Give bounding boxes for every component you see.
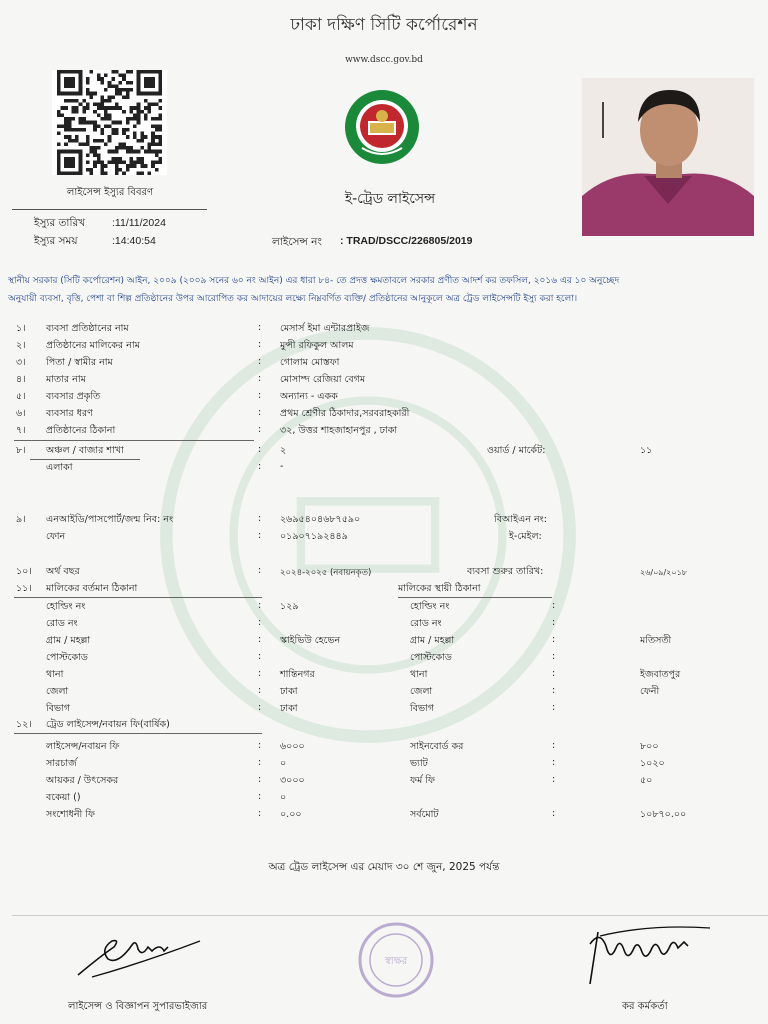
website: www.dscc.gov.bd: [345, 55, 423, 65]
row-label: সংশোধনী ফি: [46, 809, 95, 820]
colon: :: [258, 791, 262, 802]
colon: :: [258, 617, 262, 628]
row-label-2: থানা: [410, 669, 428, 680]
colon: :: [258, 808, 262, 819]
row-label: লাইসেন্স/নবায়ন ফি: [46, 741, 120, 752]
ward-label: ওয়ার্ড / মার্কেট:: [487, 445, 546, 456]
row-label-2: রোড নং: [410, 618, 442, 629]
left-signature: [72, 925, 212, 985]
row-label: জেলা: [46, 686, 69, 697]
row-value: ঢাকা: [280, 686, 298, 697]
row-label-2: পোস্টকোড: [410, 652, 452, 663]
colon: :: [258, 356, 262, 367]
business-nature-label: ব্যবসার প্রকৃতি: [46, 391, 101, 402]
row-label-2: গ্রাম / মহল্লা: [410, 635, 455, 646]
business-type-value: প্রথম শ্রেণীর ঠিকাদার,সরবরাহকারী: [280, 408, 410, 419]
row-value: ০.০০: [280, 809, 302, 820]
issue-caption: লাইসেন্স ইস্যুর বিবরণ: [66, 187, 154, 198]
row-value-2: ৮০০: [640, 741, 659, 752]
field-num: ১।: [16, 323, 26, 334]
colon: :: [258, 424, 262, 435]
divider: [12, 915, 768, 916]
intro-line-2: অনুযায়ী ব্যবসা, বৃত্তি, পেশা বা শিল্প প্রতিষ্ঠানের উপর আরোপিত কর আদায়ের লক্ষ্যে নিম্নবর্ণিত ব্যক্তি/ প্রতিষ্ঠানের আনুকূলে অত্র ট্রেড লাইসেন্সটি ইস্যু করা হলো।: [8, 294, 578, 304]
row-value-2: ইজবাতপুর: [640, 669, 681, 680]
fiscal-year-value: ২০২৪-২০২৫ (নবায়নকৃত): [280, 568, 372, 578]
issue-date-value: :11/11/2024: [112, 217, 166, 229]
colon: :: [258, 407, 262, 418]
colon: :: [258, 390, 262, 401]
owner-photo: [582, 78, 754, 236]
fiscal-year-label: অর্থ বছর: [46, 566, 80, 577]
colon: :: [258, 530, 262, 541]
row-value: ০: [280, 758, 287, 769]
divider: [14, 733, 262, 734]
business-start-label: ব্যবসা শুরুর তারিখ:: [467, 566, 544, 577]
qr-code: [52, 70, 167, 175]
zone-label: অঞ্চল / বাজার শাখা: [46, 445, 124, 456]
colon: :: [258, 702, 262, 713]
field-num: ৫।: [16, 391, 26, 402]
row-label: পোস্টকোড: [46, 652, 88, 663]
colon: :: [258, 600, 262, 611]
row-value: ১২৯: [280, 601, 299, 612]
colon: :: [552, 634, 556, 645]
row-label: সারচার্জ: [46, 758, 77, 769]
colon: :: [552, 668, 556, 679]
field-num: ১০।: [16, 566, 32, 577]
row-label-2: সাইনবোর্ড কর: [410, 741, 464, 752]
field-num: ৪।: [16, 374, 26, 385]
license-no-label: লাইসেন্স নং: [272, 236, 322, 248]
colon: :: [552, 651, 556, 662]
area-label: এলাকা: [46, 462, 73, 473]
issue-time-value: :14:40:54: [112, 235, 156, 247]
field-num: ২।: [16, 340, 26, 351]
colon: :: [552, 740, 556, 751]
license-no-value: : TRAD/DSCC/226805/2019: [340, 235, 473, 247]
colon: :: [258, 373, 262, 384]
owner-name-value: মুন্সী রফিকুল আলম: [280, 340, 354, 351]
business-name-value: মেসার্স ইমা এন্টারপ্রাইজ: [280, 323, 370, 334]
row-value-2: মতিসতী: [640, 635, 672, 646]
field-num: ৭।: [16, 425, 26, 436]
ward-value: ১১: [640, 445, 653, 456]
email-label: ই-মেইল:: [509, 531, 542, 542]
colon: :: [258, 565, 262, 576]
business-address-value: ৩২, উত্তর শাহজাহানপুর , ঢাকা: [280, 425, 398, 436]
field-num: ৬।: [16, 408, 26, 419]
fee-header: ট্রেড লাইসেন্স/নবায়ন ফি(বার্ষিক): [46, 719, 170, 730]
divider: [398, 597, 552, 598]
row-label: বকেয়া (): [46, 792, 81, 803]
phone-label: ফোন: [46, 531, 66, 542]
field-num: ১১।: [16, 583, 32, 594]
field-num: ৯।: [16, 514, 26, 525]
row-label-2: হোল্ডিং নং: [410, 601, 450, 612]
father-name-label: পিতা / স্বামীর নাম: [46, 357, 113, 368]
row-label: আয়কর / উৎসেকর: [46, 775, 119, 786]
mother-name-label: মাতার নাম: [46, 374, 86, 385]
issue-date-label: ইস্যুর তারিখ: [34, 217, 86, 229]
colon: :: [258, 322, 262, 333]
row-value: শান্তিনগর: [280, 669, 315, 680]
zone-value: ২: [280, 445, 287, 456]
row-label: বিভাগ: [46, 703, 71, 714]
present-address-header: মালিকের বর্তমান ঠিকানা: [46, 583, 138, 594]
area-value: -: [280, 461, 284, 472]
business-start-value: ২৬/০৯/২০১৮: [640, 568, 687, 577]
left-signatory-label: লাইসেন্স ও বিজ্ঞাপন সুপারভাইজার: [68, 1001, 208, 1012]
mother-name-value: মোসাম্দ রেজিয়া বেগম: [280, 374, 366, 385]
colon: :: [258, 685, 262, 696]
colon: :: [258, 444, 262, 455]
business-address-label: প্রতিষ্ঠানের ঠিকানা: [46, 425, 116, 436]
row-label: রোড নং: [46, 618, 78, 629]
row-value-2: ফেনী: [640, 686, 660, 697]
colon: :: [552, 617, 556, 628]
row-label-2: জেলা: [410, 686, 433, 697]
business-name-label: ব্যবসা প্রতিষ্ঠানের নাম: [46, 323, 129, 334]
nid-value: ২৬৯৫৪০৪৬৮৭৫৯০: [280, 514, 361, 525]
row-label-2: ভ্যাট: [410, 758, 428, 769]
field-num: ১২।: [16, 719, 32, 730]
field-num: ৮।: [16, 445, 26, 456]
bin-label: বিআইএন নং:: [494, 514, 547, 525]
office-seal-icon: [356, 920, 436, 1000]
row-value-2: ৫০: [640, 775, 653, 786]
intro-line-1: স্থানীয় সরকার (সিটি কর্পোরেশন) আইন, ২০০৯ (২০০৯ সনের ৬০ নং আইন) এর ধারা ৮৪- তে প্রদত্ত ক্ষমতাবলে সরকার প্রণীত আদর্শ কর তফসিল, ২০১৬ এর ১০ অনুচ্ছেদ: [8, 276, 620, 286]
business-nature-value: অন্যান্য - একক: [280, 391, 338, 402]
row-label-2: সর্বমোট: [410, 809, 439, 820]
intro-paragraph: [8, 272, 766, 308]
document-title: ই-ট্রেড লাইসেন্স: [344, 191, 436, 207]
expiry-note: অত্র ট্রেড লাইসেন্স এর মেয়াদ ৩০ শে জুন, 2025 পর্যন্ত: [268, 861, 500, 873]
field-num: ৩।: [16, 357, 26, 368]
colon: :: [258, 668, 262, 679]
colon: :: [258, 513, 262, 524]
colon: :: [258, 774, 262, 785]
org-name: ঢাকা দক্ষিণ সিটি কর্পোরেশন: [290, 15, 478, 35]
owner-name-label: প্রতিষ্ঠানের মালিকের নাম: [46, 340, 140, 351]
right-signature: [580, 918, 720, 988]
nid-label: এনআইডি/পাসপোর্ট/জন্ম নিব: নং: [46, 514, 174, 525]
colon: :: [552, 685, 556, 696]
row-value: ৬০০০: [280, 741, 305, 752]
row-label-2: বিভাগ: [410, 703, 435, 714]
row-value: ০: [280, 792, 287, 803]
colon: :: [552, 808, 556, 819]
colon: :: [258, 461, 262, 472]
row-value: ঢাকা: [280, 703, 298, 714]
divider: [14, 440, 254, 441]
row-label: হোল্ডিং নং: [46, 601, 86, 612]
father-name-value: গোলাম মোস্তফা: [280, 357, 340, 368]
colon: :: [552, 774, 556, 785]
seal-text: স্বাক্ষর: [384, 956, 408, 967]
colon: :: [258, 651, 262, 662]
right-signatory-label: কর কর্মকর্তা: [622, 1001, 668, 1012]
row-value-2: ১০২০: [640, 758, 665, 769]
permanent-address-header: মালিকের স্থায়ী ঠিকানা: [398, 583, 481, 594]
colon: :: [552, 702, 556, 713]
row-value: স্কাইভিউ হেভেন: [280, 635, 341, 646]
row-value-2: ১০৮৭০.০০: [640, 809, 687, 820]
colon: :: [552, 600, 556, 611]
colon: :: [258, 757, 262, 768]
business-type-label: ব্যবসার ধরণ: [46, 408, 93, 419]
divider: [14, 597, 262, 598]
colon: :: [258, 634, 262, 645]
row-label: গ্রাম / মহল্লা: [46, 635, 91, 646]
divider: [30, 459, 140, 460]
row-label-2: ফর্ম ফি: [410, 775, 435, 786]
phone-value: ০১৯০৭১৯২৪৪৯: [280, 531, 348, 542]
row-label: থানা: [46, 669, 64, 680]
colon: :: [258, 740, 262, 751]
colon: :: [258, 339, 262, 350]
dscc-logo-icon: [342, 88, 422, 166]
colon: :: [552, 757, 556, 768]
issue-time-label: ইস্যুর সময়: [34, 235, 78, 247]
row-value: ৩০০০: [280, 775, 305, 786]
